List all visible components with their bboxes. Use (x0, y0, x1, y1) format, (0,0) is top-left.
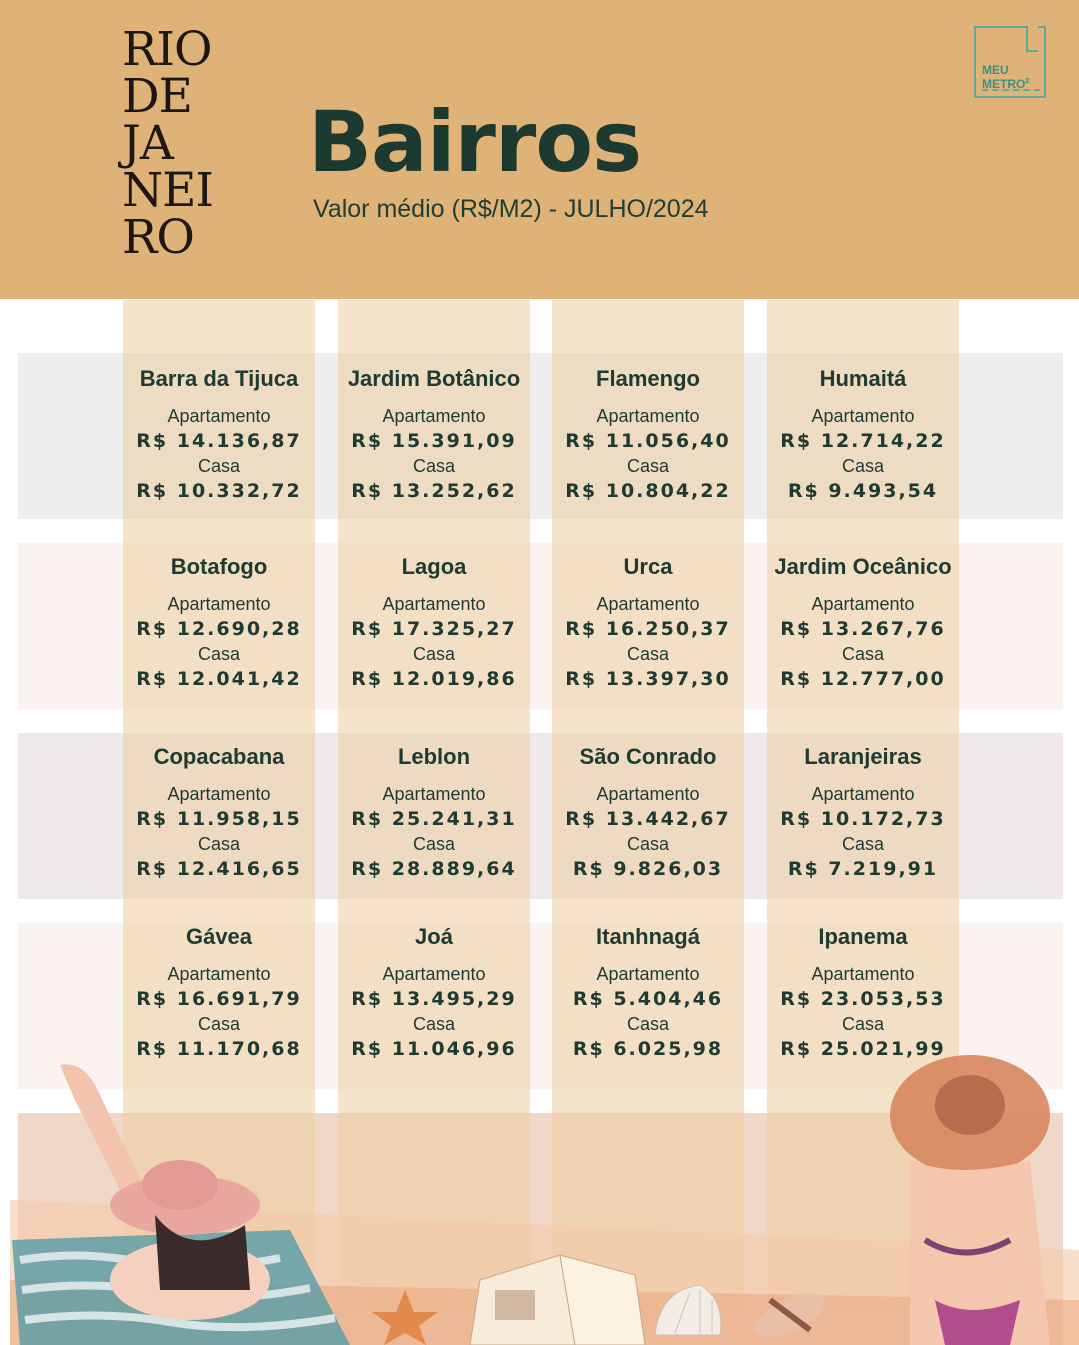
house-price: R$ 10.804,22 (565, 480, 731, 502)
brand-line-2-text: METRO (982, 77, 1026, 91)
house-price: R$ 12.416,65 (136, 858, 302, 880)
neighborhood-name: Barra da Tijuca (139, 366, 299, 391)
house-price: R$ 10.332,72 (136, 480, 302, 502)
neighborhood-card (763, 554, 963, 694)
brand-sup: 2 (1025, 78, 1030, 85)
apartment-label: Apartamento (596, 594, 700, 614)
house-label: Casa (841, 834, 885, 854)
neighborhood-card (119, 744, 319, 884)
apartment-price: R$ 23.053,53 (780, 988, 946, 1010)
logo-line: NEI (122, 163, 213, 218)
neighborhood-card (763, 744, 963, 884)
house-price: R$ 6.025,98 (572, 1038, 724, 1060)
neighborhood-card (548, 744, 748, 884)
apartment-price: R$ 25.241,31 (351, 808, 517, 830)
house-price: R$ 25.021,99 (780, 1038, 946, 1060)
apartment-label: Apartamento (382, 964, 486, 984)
neighborhood-card (548, 924, 748, 1064)
neighborhood-name: Botafogo (170, 554, 268, 579)
house-price: R$ 11.170,68 (136, 1038, 302, 1060)
apartment-label: Apartamento (167, 406, 271, 426)
house-label: Casa (412, 456, 456, 476)
apartment-price: R$ 10.172,73 (780, 808, 946, 830)
apartment-price: R$ 15.391,09 (351, 430, 517, 452)
apartment-label: Apartamento (382, 784, 486, 804)
house-price: R$ 13.252,62 (351, 480, 517, 502)
house-price: R$ 7.219,91 (787, 858, 939, 880)
apartment-label: Apartamento (596, 784, 700, 804)
neighborhood-name: Jardim Oceânico (774, 554, 952, 579)
apartment-label: Apartamento (811, 594, 915, 614)
neighborhood-card (119, 924, 319, 1064)
house-price: R$ 28.889,64 (351, 858, 517, 880)
logo-line: JA (122, 116, 173, 171)
house-label: Casa (626, 834, 670, 854)
neighborhood-card (334, 554, 534, 694)
house-price: R$ 12.041,42 (136, 668, 302, 690)
house-price: R$ 9.826,03 (572, 858, 724, 880)
apartment-price: R$ 11.056,40 (565, 430, 731, 452)
house-price: R$ 12.019,86 (351, 668, 517, 690)
apartment-label: Apartamento (596, 964, 700, 984)
house-label: Casa (412, 834, 456, 854)
house-label: Casa (412, 1014, 456, 1034)
neighborhood-card (763, 366, 963, 506)
neighborhood-name: São Conrado (579, 744, 717, 769)
house-price: R$ 13.397,30 (565, 668, 731, 690)
house-label: Casa (626, 456, 670, 476)
neighborhood-name: Leblon (397, 744, 471, 769)
house-label: Casa (626, 1014, 670, 1034)
house-label: Casa (197, 456, 241, 476)
apartment-price: R$ 11.958,15 (136, 808, 302, 830)
neighborhood-card (119, 366, 319, 506)
neighborhood-name: Ipanema (818, 924, 908, 949)
neighborhood-name: Jardim Botânico (347, 366, 521, 391)
neighborhood-card (119, 554, 319, 694)
apartment-price: R$ 16.691,79 (136, 988, 302, 1010)
neighborhood-name: Lagoa (401, 554, 467, 579)
house-price: R$ 12.777,00 (780, 668, 946, 690)
apartment-label: Apartamento (811, 784, 915, 804)
woman-with-hat-icon (890, 1055, 1050, 1345)
house-label: Casa (841, 644, 885, 664)
house-label: Casa (841, 456, 885, 476)
logo-line: DE (122, 69, 192, 124)
apartment-price: R$ 12.690,28 (136, 618, 302, 640)
apartment-price: R$ 17.325,27 (351, 618, 517, 640)
apartment-price: R$ 13.495,29 (351, 988, 517, 1010)
neighborhood-name: Laranjeiras (804, 744, 922, 769)
apartment-label: Apartamento (596, 406, 700, 426)
apartment-label: Apartamento (382, 406, 486, 426)
apartment-label: Apartamento (811, 964, 915, 984)
neighborhood-name: Urca (623, 554, 673, 579)
apartment-price: R$ 5.404,46 (572, 988, 724, 1010)
house-label: Casa (841, 1014, 885, 1034)
neighborhood-name: Flamengo (596, 366, 700, 391)
neighborhood-card (763, 924, 963, 1064)
apartment-label: Apartamento (167, 594, 271, 614)
neighborhood-card (334, 366, 534, 506)
house-label: Casa (412, 644, 456, 664)
house-label: Casa (197, 1014, 241, 1034)
house-label: Casa (626, 644, 670, 664)
apartment-price: R$ 16.250,37 (565, 618, 731, 640)
apartment-label: Apartamento (811, 406, 915, 426)
neighborhood-card (334, 744, 534, 884)
house-label: Casa (197, 644, 241, 664)
apartment-label: Apartamento (382, 594, 486, 614)
logo-line: RIO (122, 22, 212, 77)
apartment-price: R$ 13.267,76 (780, 618, 946, 640)
neighborhood-name: Itanhnagá (596, 924, 700, 949)
brand-line-1: MEU (982, 63, 1009, 77)
neighborhood-card (548, 366, 748, 506)
apartment-label: Apartamento (167, 964, 271, 984)
page-title: Bairros (308, 93, 642, 191)
apartment-price: R$ 13.442,67 (565, 808, 731, 830)
logo-line: RO (122, 210, 194, 265)
apartment-label: Apartamento (167, 784, 271, 804)
neighborhood-name: Joá (415, 924, 453, 949)
neighborhood-name: Copacabana (153, 744, 285, 769)
neighborhood-name: Humaitá (819, 366, 907, 391)
house-label: Casa (197, 834, 241, 854)
house-price: R$ 9.493,54 (787, 480, 939, 502)
house-price: R$ 11.046,96 (351, 1038, 517, 1060)
neighborhood-card (334, 924, 534, 1064)
neighborhood-card (548, 554, 748, 694)
apartment-price: R$ 12.714,22 (780, 430, 946, 452)
neighborhood-name: Gávea (185, 924, 253, 949)
apartment-price: R$ 14.136,87 (136, 430, 302, 452)
page-subtitle: Valor médio (R$/M2) - JULHO/2024 (313, 195, 709, 223)
